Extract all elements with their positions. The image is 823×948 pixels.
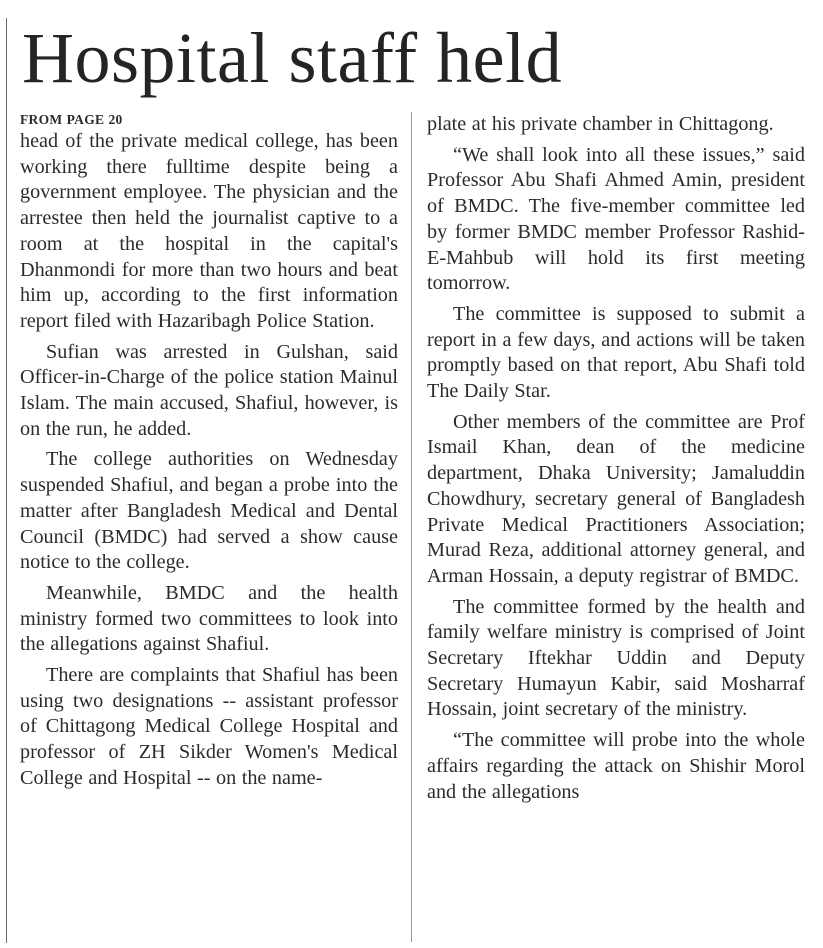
article-column-left [20, 112, 398, 797]
article-column-right [427, 112, 805, 810]
paragraph: The committee formed by the health and family welfare ministry is comprised of Joint Secretary Iftekhar Uddin and Deputy Secretary Humayun Kabir, said Mosharraf Hossain, joint secretary of the ministry. [427, 595, 805, 721]
paragraph: The college authorities on Wednesday suspended Shafiul, and began a probe into the matter after Bangladesh Medical and Dental Council (BMDC) had served a show cause notice to the college. [20, 448, 398, 574]
paragraph: There are complaints that Shafiul has been using two designations -- assistant professor of Chittagong Medical College Hospital and professor of ZH Sikder Women's Medical College and Hospital -- on the name- [20, 664, 398, 789]
column-divider-rule [411, 112, 412, 942]
paragraph: Meanwhile, BMDC and the health ministry formed two committees to look into the allegations against Shafiul. [20, 581, 398, 656]
paragraph: “The committee will probe into the whole affairs regarding the attack on Shishir Morol and the allegations [427, 729, 805, 803]
paragraph: plate at his private chamber in Chittagong. [427, 113, 774, 135]
paragraph: “We shall look into all these issues,” said Professor Abu Shafi Ahmed Amin, president of BMDC. The five-member committee led by former BMDC member Professor Rashid-E-Mahbub will hold its first meeting tomorrow. [427, 143, 805, 295]
headline: Hospital staff held [22, 18, 563, 98]
paragraph: Other members of the committee are Prof Ismail Khan, dean of the medicine department, Dhaka University; Jamaluddin Chowdhury, secretary general of Bangladesh Private Medical Practitioners Association; Murad Reza, additional attorney general, and Arman Hossain, a deputy registrar of BMDC. [427, 410, 805, 587]
paragraph: Sufian was arrested in Gulshan, said Officer-in-Charge of the police station Mainul Islam. The main accused, Shafiul, however, is on the run, he added. [20, 340, 398, 440]
continued-from-label: FROM PAGE 20 [20, 112, 123, 127]
left-column-rule [6, 18, 7, 943]
paragraph: The committee is supposed to submit a report in a few days, and actions will be taken promptly based on that report, Abu Shafi told The Daily Star. [427, 302, 805, 403]
paragraph: head of the private medical college, has been working there fulltime despite being a government employee. The physician and the arrestee then held the journalist captive to a room at the hospital in the capital's Dhanmondi for more than two hours and beat him up, according to the first information report filed with Hazaribagh Police Station. [20, 130, 398, 332]
